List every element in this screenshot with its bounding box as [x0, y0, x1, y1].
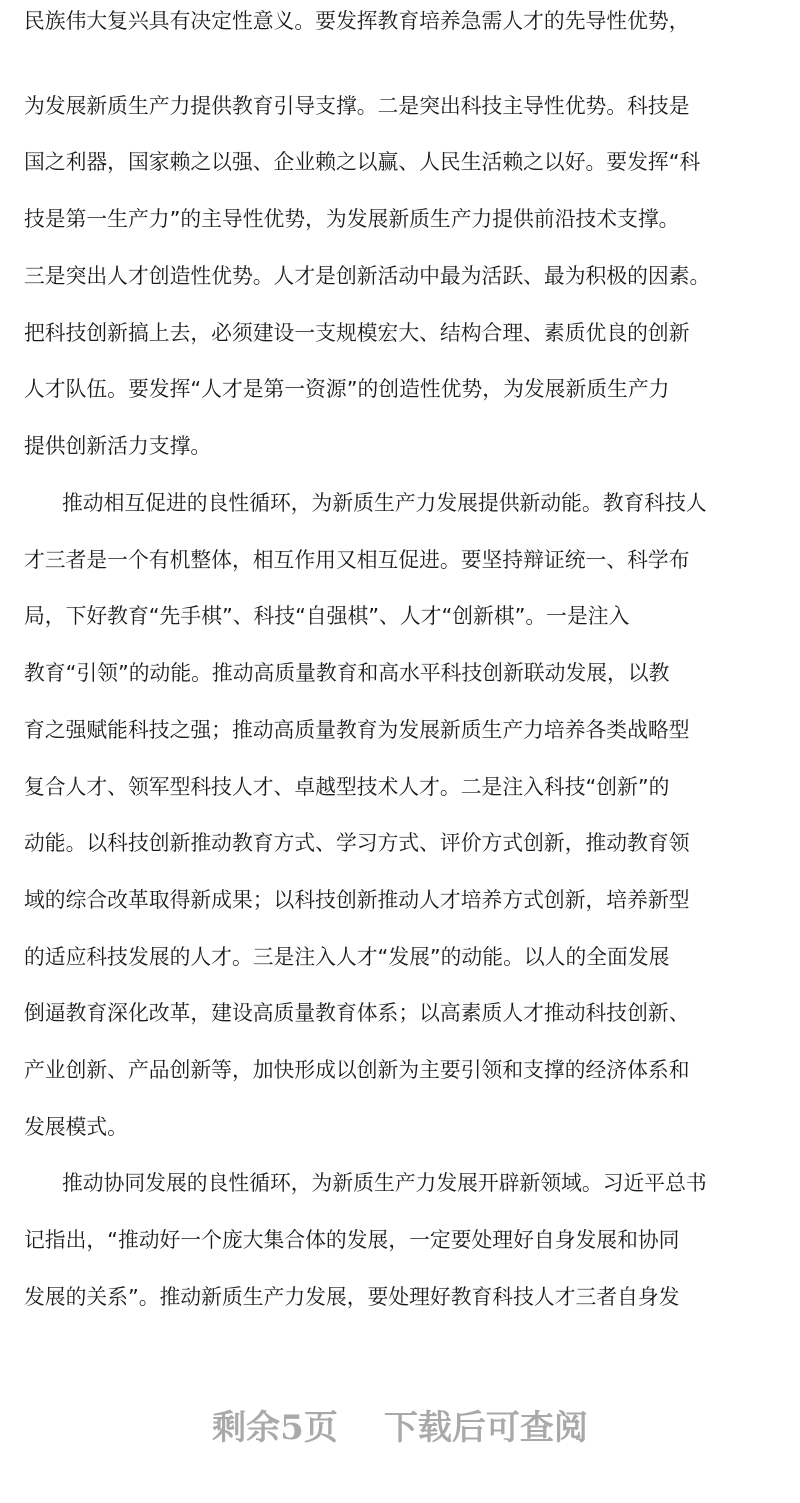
text-line: 倒逼教育深化改革，建设高质量教育体系；以高素质人才推动科技创新、: [24, 1001, 690, 1025]
text-line: 才三者是一个有机整体，相互作用又相互促进。要坚持辩证统一、科学布: [24, 548, 690, 572]
text-line: 记指出，“推动好一个庞大集合体的发展，一定要处理好自身发展和协同: [24, 1228, 680, 1252]
text-line: 推动相互促进的良性循环，为新质生产力发展提供新动能。教育科技人: [62, 491, 707, 515]
text-line: 把科技创新搞上去，必须建设一支规模宏大、结构合理、素质优良的创新: [24, 321, 690, 345]
text-line: 动能。以科技创新推动教育方式、学习方式、评价方式创新，推动教育领: [24, 831, 690, 855]
text-line: 域的综合改革取得新成果；以科技创新推动人才培养方式创新，培养新型: [24, 888, 690, 912]
text-line: 产业创新、产品创新等，加快形成以创新为主要引领和支撑的经济体系和: [24, 1058, 690, 1082]
text-line: 育之强赋能科技之强；推动高质量教育为发展新质生产力培养各类战略型: [24, 718, 690, 742]
text-line: 技是第一生产力”的主导性优势，为发展新质生产力提供前沿技术支撑。: [24, 207, 680, 231]
text-line: 国之利器，国家赖之以强、企业赖之以赢、人民生活赖之以好。要发挥“科: [24, 150, 701, 174]
text-line: 人才队伍。要发挥“人才是第一资源”的创造性优势，为发展新质生产力: [24, 377, 670, 401]
text-line: 民族伟大复兴具有决定性意义。要发挥教育培养急需人才的先导性优势，: [24, 9, 690, 33]
download-to-view-label: 下载后可查阅: [383, 1408, 588, 1448]
text-line: 三是突出人才创造性优势。人才是创新活动中最为活跃、最为积极的因素。: [24, 264, 711, 288]
text-line: 发展的关系”。推动新质生产力发展，要处理好教育科技人才三者自身发: [24, 1285, 680, 1309]
text-line: 的适应科技发展的人才。三是注入人才“发展”的动能。以人的全面发展: [24, 945, 670, 969]
text-line: 推动协同发展的良性循环，为新质生产力发展开辟新领域。习近平总书: [62, 1171, 707, 1195]
text-line: 复合人才、领军型科技人才、卓越型技术人才。二是注入科技“创新”的: [24, 775, 670, 799]
remaining-pages-label: 剩余5页: [212, 1408, 338, 1448]
text-line: 局，下好教育“先手棋”、科技“自强棋”、人才“创新棋”。一是注入: [24, 604, 630, 628]
text-line: 提供创新活力支撑。: [24, 434, 212, 458]
text-line: 发展模式。: [24, 1115, 128, 1139]
download-prompt[interactable]: [0, 1400, 800, 1456]
text-line: 为发展新质生产力提供教育引导支撑。二是突出科技主导性优势。科技是: [24, 94, 690, 118]
text-line: 教育“引领”的动能。推动高质量教育和高水平科技创新联动发展，以教: [24, 661, 670, 685]
